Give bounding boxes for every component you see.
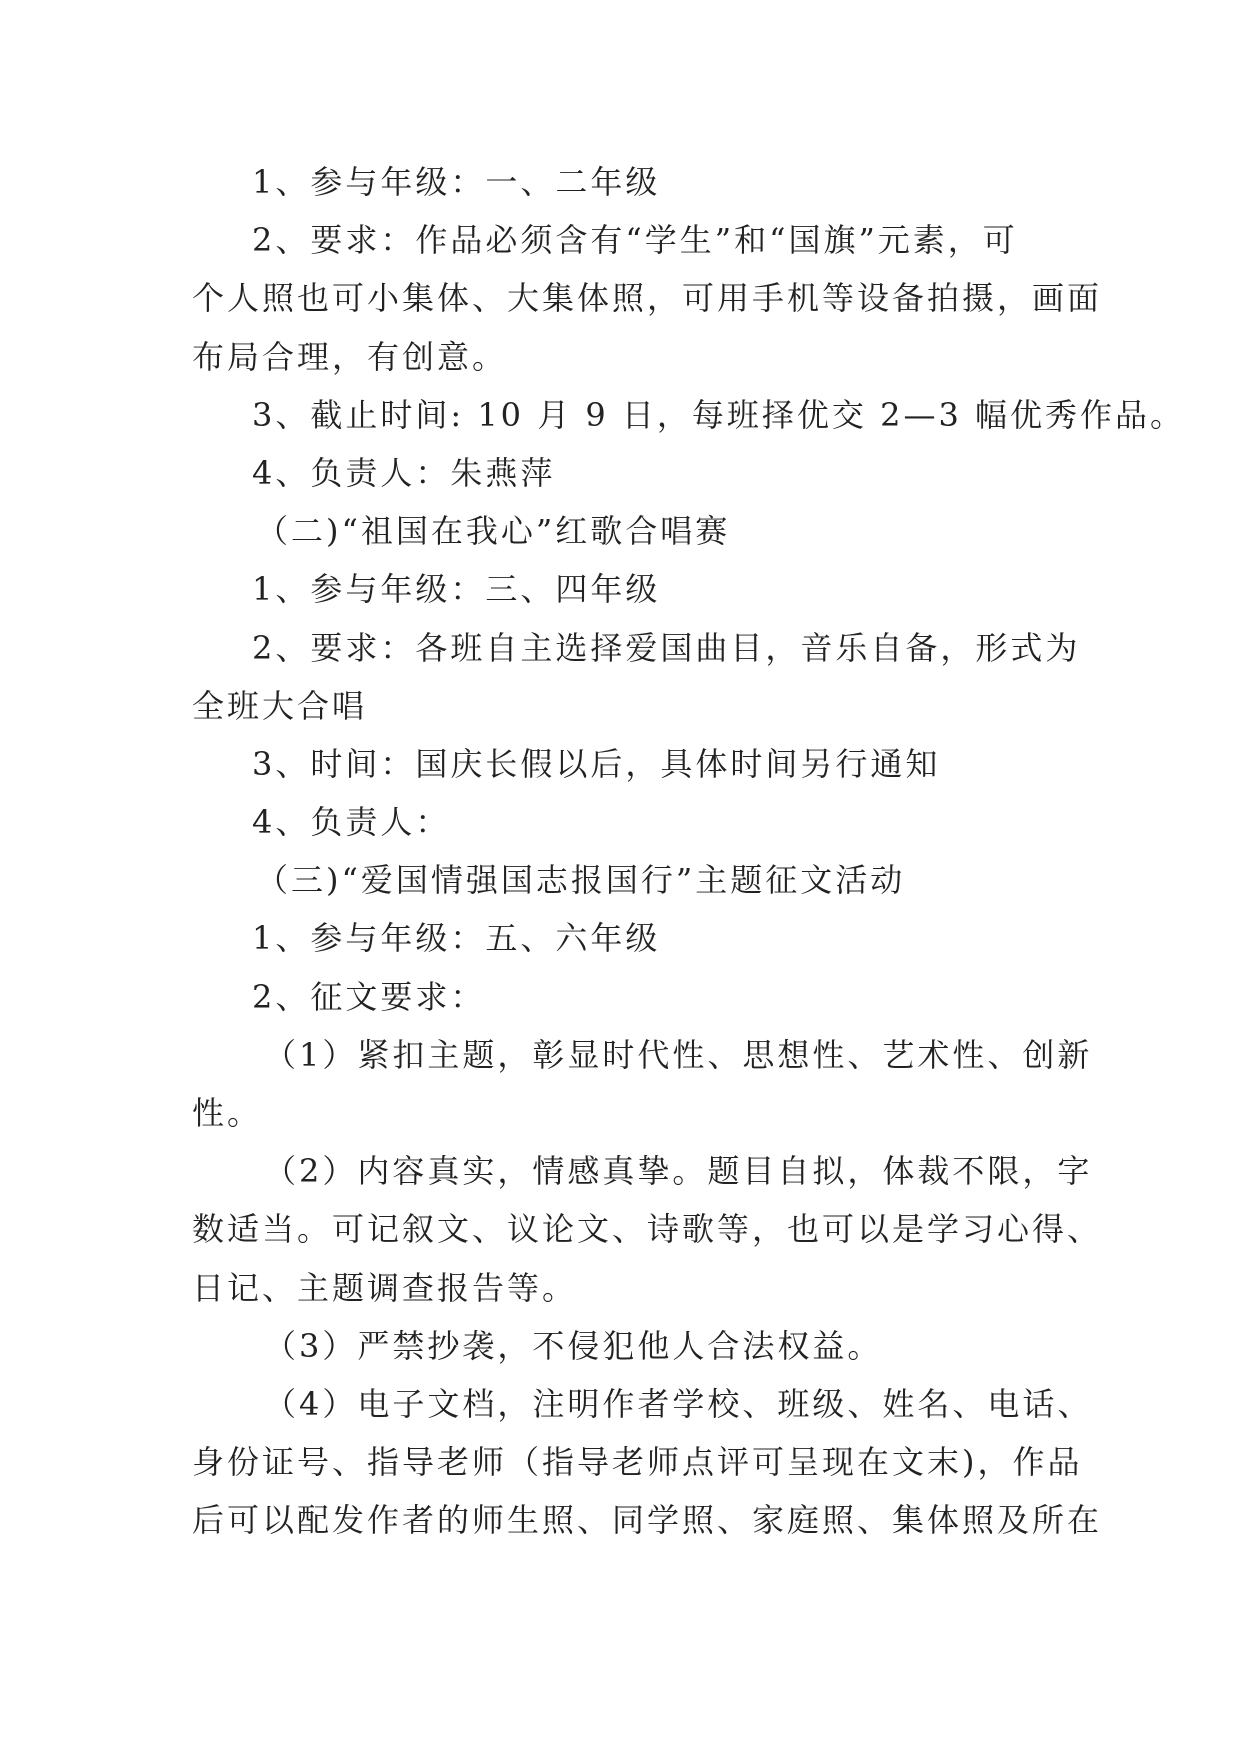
- text-line: （2）内容真实，情感真挚。题目自拟，体裁不限，字: [264, 1152, 1093, 1191]
- text-line: 身份证号、指导老师（指导老师点评可呈现在文末)，作品: [192, 1443, 1083, 1482]
- text-line: 1、参与年级：一、二年级: [252, 163, 661, 201]
- text-line: 全班大合唱: [192, 686, 368, 725]
- text-line: 3、截止时间: 10 月 9 日，每班择优交 2—3 幅优秀作品。: [252, 395, 1185, 434]
- text-line: 个人照也可小集体、大集体照，可用手机等设备拍摄，画面: [192, 279, 1103, 318]
- text-line: 1、参与年级：三、四年级: [252, 570, 661, 609]
- text-line: （3）严禁抄袭，不侵犯他人合法权益。: [264, 1326, 883, 1365]
- text-line: 数适当。可记叙文、议论文、诗歌等，也可以是学习心得、: [192, 1210, 1103, 1249]
- section-heading: （二)“祖国在我心”红歌合唱赛: [256, 512, 731, 551]
- text-line: 日记、主题调查报告等。: [192, 1268, 578, 1307]
- text-line: 3、时间：国庆长假以后，具体时间另行通知: [252, 744, 941, 783]
- text-line: 2、要求：各班自主选择爱国曲目，音乐自备，形式为: [252, 628, 1081, 667]
- text-line: 4、负责人：: [252, 803, 451, 842]
- text-line: 2、征文要求：: [252, 977, 486, 1016]
- text-line: 布局合理，有创意。: [192, 337, 508, 376]
- text-line: 后可以配发作者的师生照、同学照、家庭照、集体照及所在: [192, 1501, 1103, 1540]
- text-line: 1、参与年级：五、六年级: [252, 919, 661, 958]
- text-line: 4、负责人：朱燕萍: [252, 453, 556, 492]
- document-body: [192, 153, 1185, 1550]
- text-line: 2、要求：作品必须含有“学生”和“国旗”元素，可: [252, 221, 1018, 260]
- section-heading: （三)“爱国情强国志报国行”主题征文活动: [256, 861, 906, 900]
- text-line: （4）电子文档，注明作者学校、班级、姓名、电话、: [264, 1384, 1093, 1423]
- text-line: （1）紧扣主题，彰显时代性、思想性、艺术性、创新: [264, 1035, 1093, 1074]
- text-line: 性。: [192, 1094, 263, 1132]
